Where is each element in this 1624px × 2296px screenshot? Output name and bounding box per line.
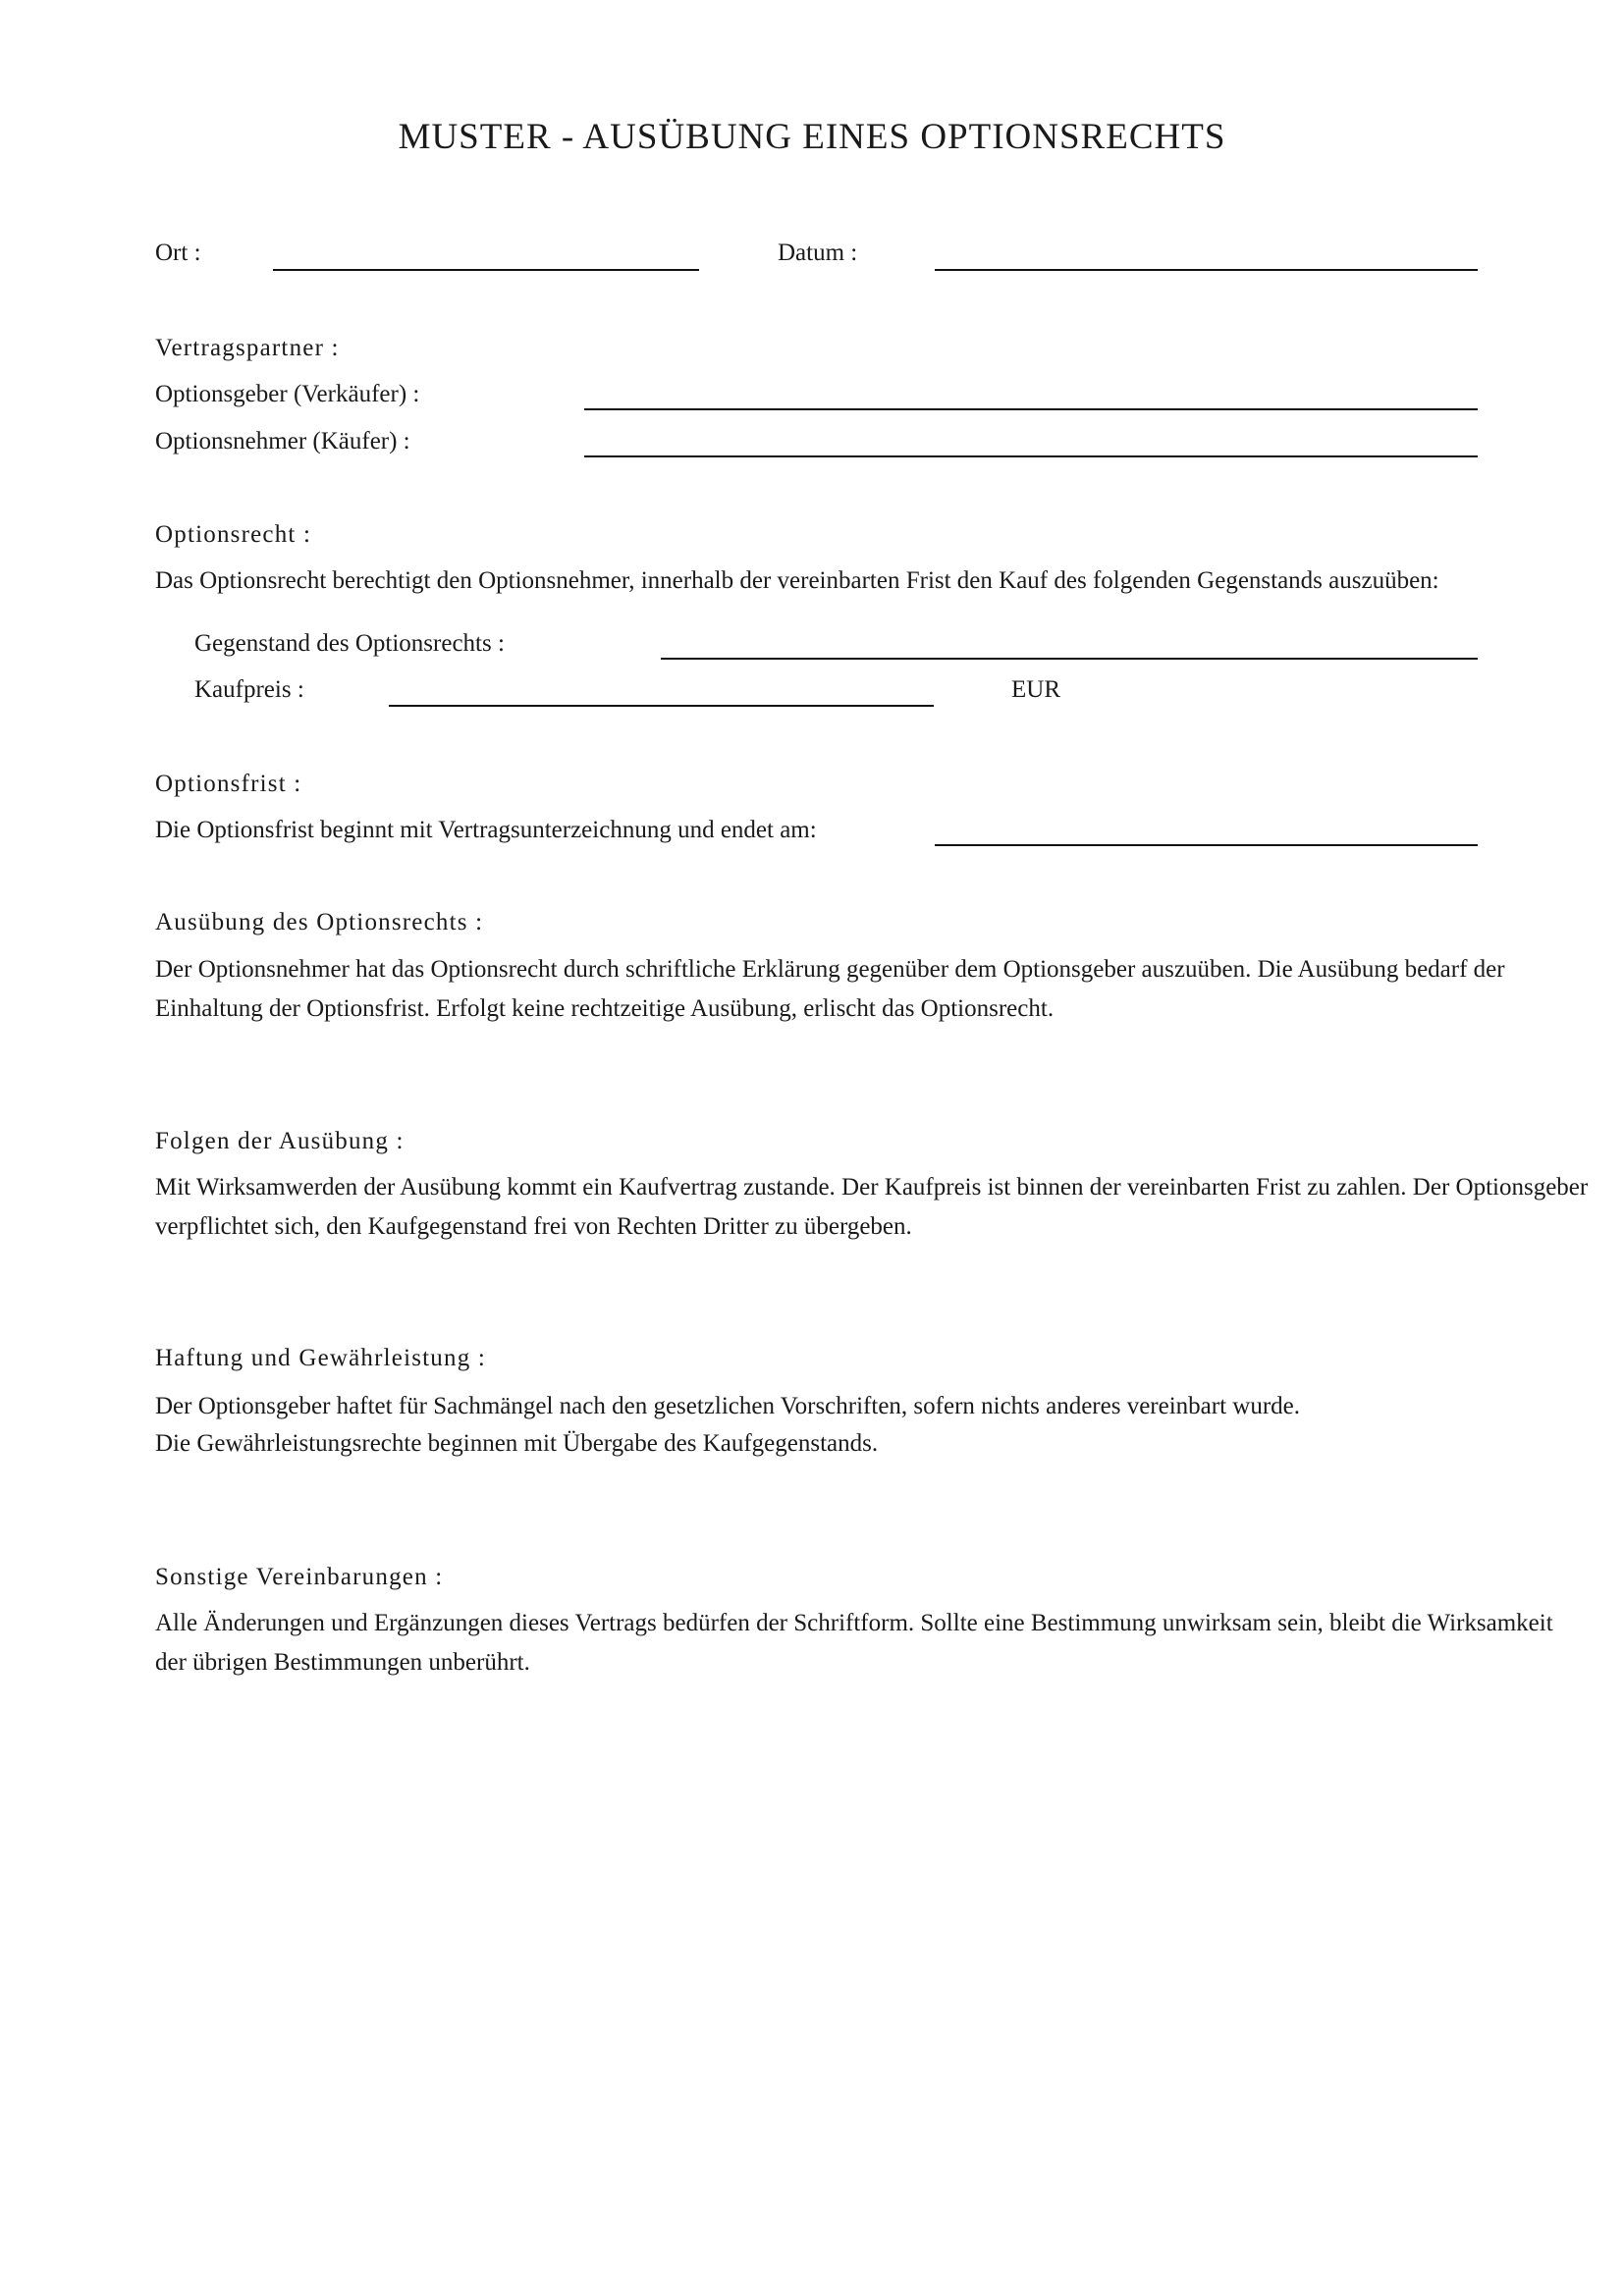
consequences-heading: Folgen der Ausübung : xyxy=(155,1128,405,1154)
object-field[interactable] xyxy=(661,658,1478,660)
buyer-label: Optionsnehmer (Käufer) : xyxy=(155,428,410,454)
datum-label: Datum : xyxy=(778,240,858,266)
option-period-text: Die Optionsfrist beginnt mit Vertragsunterzeichnung und endet am: xyxy=(155,817,817,843)
price-field[interactable] xyxy=(389,705,934,707)
parties-heading: Vertragspartner : xyxy=(155,335,340,361)
other-text: Alle Änderungen und Ergänzungen dieses Vertrags bedürfen der Schriftform. Sollte eine Bestimmung unwirksam sein, bleibt die Wirksamkeit der übrigen Bestimmungen unberührt. xyxy=(155,1610,1553,1676)
currency-label: EUR xyxy=(1011,676,1060,703)
buyer-field[interactable] xyxy=(584,455,1478,457)
seller-label: Optionsgeber (Verkäufer) : xyxy=(155,381,420,407)
datum-field[interactable] xyxy=(935,269,1478,271)
option-right-text: Das Optionsrecht berechtigt den Optionsnehmer, innerhalb der vereinbarten Frist den Kauf des folgenden Gegenstands auszuüben: xyxy=(155,567,1439,594)
option-period-heading: Optionsfrist : xyxy=(155,771,302,797)
option-right-heading: Optionsrecht : xyxy=(155,521,312,548)
liability-heading: Haftung und Gewährleistung : xyxy=(155,1345,487,1371)
liability-text-line2: Die Gewährleistungsrechte beginnen mit Übergabe des Kaufgegenstands. xyxy=(155,1430,879,1457)
consequences-text: Mit Wirksamwerden der Ausübung kommt ein Kaufvertrag zustande. Der Kaufpreis ist binnen der vereinbarten Frist zu zahlen. Der Optionsgeber verpflichtet sich, den Kaufgegenstand frei von Rechten Dritter zu übergeben. xyxy=(155,1174,1589,1240)
price-label: Kaufpreis : xyxy=(194,676,304,703)
exercise-heading: Ausübung des Optionsrechts : xyxy=(155,909,484,935)
seller-field[interactable] xyxy=(584,408,1478,410)
option-end-date-field[interactable] xyxy=(935,844,1478,846)
ort-field[interactable] xyxy=(273,269,699,271)
object-label: Gegenstand des Optionsrechts : xyxy=(194,630,505,657)
liability-text-line1: Der Optionsgeber haftet für Sachmängel nach den gesetzlichen Vorschriften, sofern nichts anderes vereinbart wurde. xyxy=(155,1393,1301,1419)
ort-label: Ort : xyxy=(155,240,201,266)
other-heading: Sonstige Vereinbarungen : xyxy=(155,1564,444,1590)
exercise-text: Der Optionsnehmer hat das Optionsrecht durch schriftliche Erklärung gegenüber dem Optionsgeber auszuüben. Die Ausübung bedarf der Einhaltung der Optionsfrist. Erfolgt keine rechtzeitige Ausübung, erlischt das Optionsrecht. xyxy=(155,956,1505,1022)
document-title: MUSTER - AUSÜBUNG EINES OPTIONSRECHTS xyxy=(398,117,1226,157)
